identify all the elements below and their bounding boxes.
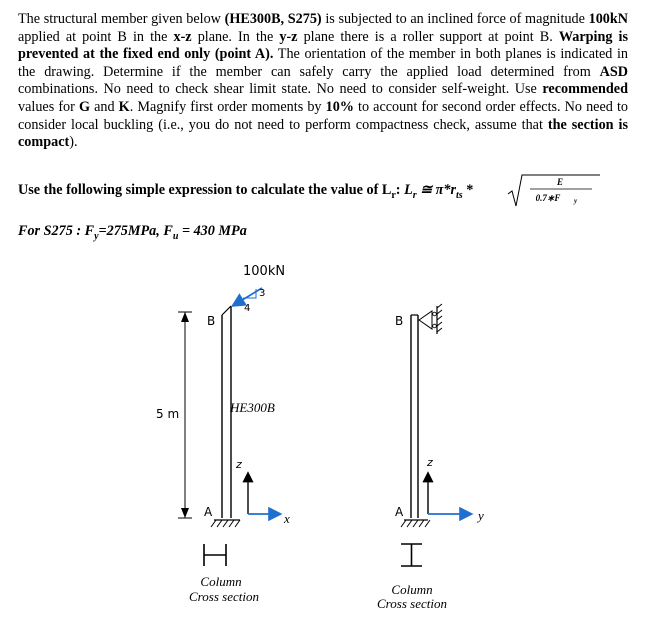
slope-rise-label: 3 [259,288,266,299]
cross-section-caption-right-line1: Column [391,582,433,597]
slope-run-label: 4 [244,303,251,314]
cross-section-caption-line2: Cross section [189,589,259,604]
text-run: The orientation of the member in both planes is indicated in the drawing. Determine if the member can safely carry the applied load determined from [18,46,628,80]
text-run: and [90,98,119,115]
h-section-icon [204,544,226,566]
point-a-label-right: A [395,505,404,519]
text-run: . Magnify first order moments by [129,98,326,115]
xz-plane-diagram [156,264,290,604]
y-axis-label: y [478,508,484,523]
material-label: For S275 : F [18,223,95,239]
formula-denominator-subscript: y [574,197,578,205]
z-axis-label-right: z [427,456,433,469]
text-run-bold: recommended [542,81,628,98]
length-label: 5 m [156,407,180,421]
roller-support [419,304,442,334]
point-a-label: A [204,505,213,519]
i-section-icon [401,544,422,566]
text-run: plane. In the [191,28,280,45]
text-run: plane there is a roller support at point B. [297,28,559,45]
formula-pi-rts: ≅ π*r [416,182,456,198]
text-run-bold: the section is compact [18,116,628,151]
point-b-label: B [207,314,216,328]
formula-lr-symbol: L [404,182,413,198]
text-run-bold: G [78,98,90,115]
fu-value: = 430 MPa [178,223,247,239]
text-run-bold: 100kN [588,11,629,27]
text-run: applied at point B in the [18,28,174,45]
text-run: to account for second order effects. No need to consider local buckling (i.e., you do not need to perform compactness check, assume that [18,98,628,133]
formula-lr-subscript: r [412,189,417,201]
text-run-bold: (HE300B, S275) [224,11,322,27]
cross-section-caption-line1: Column [200,574,242,589]
text-run: is subjected to an inclined force of magnitude [321,11,589,27]
cross-section-caption-right-line2: Cross section [377,596,447,611]
formula-colon: : [395,182,405,198]
material-properties [18,223,247,242]
yz-plane-diagram [377,304,484,611]
z-axis-label: z [236,458,242,471]
text-run-bold: K [118,98,130,115]
formula-denominator: 0.7∗F [535,193,561,203]
text-run-bold: ASD [599,63,628,80]
text-run: combinations. No need to check shear limit state. No need to consider self-weight. Use [18,81,543,98]
formula-lead-subscript: r [391,189,396,201]
formula-numerator: E [556,177,564,187]
formula-rts-subscript: ts [455,189,463,201]
text-run-bold: y-z [279,28,298,45]
fy-subscript: y [94,230,99,242]
point-b-label-right: B [395,314,404,328]
formula-times: * [462,182,474,198]
section-name-label: HE300B [230,400,275,415]
text-run-bold: Warping is prevented at the fixed end only (point A). [18,28,628,63]
text-run: The structural member given below [18,11,225,27]
formula-lead-text: Use the following simple expression to calculate the value of L [18,182,392,198]
formula-sqrt [508,175,600,206]
text-run-bold: x-z [173,28,192,45]
fu-subscript: u [172,230,179,242]
text-run-bold: 10% [325,98,354,115]
text-run: ). [69,134,78,151]
x-axis-label: x [284,511,290,526]
load-magnitude-label: 100kN [243,264,286,279]
fy-value: =275MPa, F [98,223,173,239]
text-run: values for [18,98,79,115]
